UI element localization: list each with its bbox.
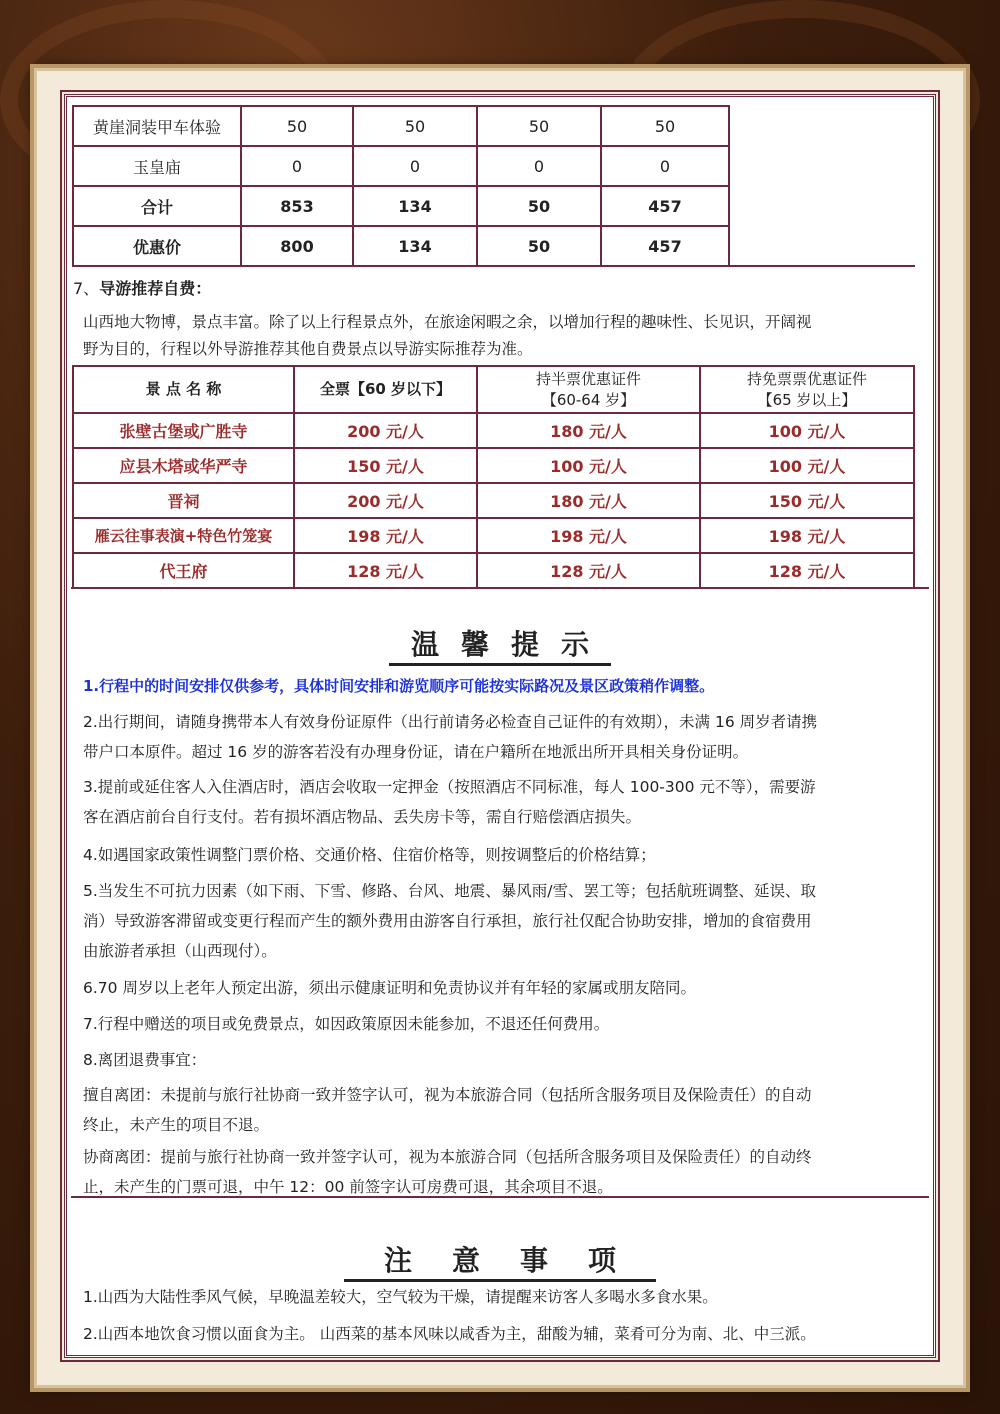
attraction-name-cell: 雁云往事表演+特色竹笼宴 xyxy=(73,518,294,553)
column-header xyxy=(700,366,914,413)
tip-item xyxy=(83,707,921,767)
price-cell: 0 xyxy=(601,146,729,186)
tip-item xyxy=(83,1080,921,1140)
table-row xyxy=(73,553,914,588)
price-cell: 200 元/人 xyxy=(294,483,477,518)
tip-line: 6.70 周岁以上老年人预定出游，须出示健康证明和免责协议并有年轻的家属或朋友陪同。 xyxy=(83,979,696,997)
table-row xyxy=(73,106,915,146)
tip-line: 1.行程中的时间安排仅供参考，具体时间安排和游览顺序可能按实际路况及景区政策稍作调整。 xyxy=(83,677,715,695)
header-label: 景 点 名 称 xyxy=(145,380,222,398)
price-cell: 0 xyxy=(241,146,353,186)
column-header xyxy=(294,366,477,413)
tip-item xyxy=(83,840,921,870)
tip-item xyxy=(83,876,921,966)
column-header xyxy=(73,366,294,413)
attraction-name-cell: 代王府 xyxy=(73,553,294,588)
price-cell: 50 xyxy=(601,106,729,146)
tip-item xyxy=(83,1009,921,1039)
divider xyxy=(71,1196,929,1198)
paragraph-line: 野为目的，行程以外导游推荐其他自费景点以导游实际推荐为准。 xyxy=(83,340,533,358)
tip-item xyxy=(83,671,921,701)
price-cell: 853 xyxy=(241,186,353,226)
table-row xyxy=(73,413,914,448)
price-cell: 198 元/人 xyxy=(477,518,700,553)
header-label: 持半票优惠证件 xyxy=(535,369,641,388)
price-cell: 50 xyxy=(353,106,477,146)
empty-cell xyxy=(729,106,915,266)
tip-line: 止，未产生的门票可退，中午 12：00 前签字认可房费可退，其余项目不退。 xyxy=(83,1178,613,1196)
column-header xyxy=(477,366,700,413)
optional-attractions-table xyxy=(72,365,915,589)
tip-line: 协商离团：提前与旅行社协商一致并签字认可，视为本旅游合同（包括所含服务项目及保险责任）的自动终 xyxy=(83,1148,812,1166)
document-page xyxy=(64,94,936,1358)
price-cell: 800 xyxy=(241,226,353,266)
tip-line: 4.如遇国家政策性调整门票价格、交通价格、住宿价格等，则按调整后的价格结算； xyxy=(83,846,656,864)
item-name-cell: 优惠价 xyxy=(73,226,241,266)
price-cell: 198 元/人 xyxy=(294,518,477,553)
table-row xyxy=(73,483,914,518)
table-header-row xyxy=(73,366,914,413)
price-cell: 150 元/人 xyxy=(700,483,914,518)
price-cell: 50 xyxy=(477,226,601,266)
price-cell: 200 元/人 xyxy=(294,413,477,448)
item-name-cell: 玉皇庙 xyxy=(73,146,241,186)
price-cell: 180 元/人 xyxy=(477,413,700,448)
price-cell: 457 xyxy=(601,186,729,226)
header-sublabel: 【60-64 岁】 xyxy=(541,390,636,409)
tip-line: 消）导致游客滞留或变更行程而产生的额外费用由游客自行承担，旅行社仅配合协助安排，增加的食宿费用 xyxy=(83,912,812,930)
tip-item xyxy=(83,973,921,1003)
tip-line: 客在酒店前台自行支付。若有损坏酒店物品、丢失房卡等，需自行赔偿酒店损失。 xyxy=(83,808,642,826)
price-cell: 134 xyxy=(353,186,477,226)
attraction-name-cell: 晋祠 xyxy=(73,483,294,518)
price-cell: 128 元/人 xyxy=(294,553,477,588)
price-cell: 134 xyxy=(353,226,477,266)
paragraph-line: 山西地大物博，景点丰富。除了以上行程景点外，在旅途闲暇之余，以增加行程的趣味性、长见识，开阔视 xyxy=(83,313,812,331)
header-sublabel: 【65 岁以上】 xyxy=(757,390,857,409)
price-cell: 150 元/人 xyxy=(294,448,477,483)
price-cell: 198 元/人 xyxy=(700,518,914,553)
price-cell: 457 xyxy=(601,226,729,266)
tip-item xyxy=(83,1142,921,1202)
tip-line: 2.出行期间，请随身携带本人有效身份证原件（出行前请务必检查自己证件的有效期），未满 16 周岁者请携 xyxy=(83,713,818,731)
tip-line: 7.行程中赠送的项目或免费景点，如因政策原因未能参加，不退还任何费用。 xyxy=(83,1015,610,1033)
tip-line: 由旅游者承担（山西现付）。 xyxy=(83,942,277,960)
tip-line: 擅自离团：未提前与旅行社协商一致并签字认可，视为本旅游合同（包括所含服务项目及保险责任）的自动 xyxy=(83,1086,812,1104)
price-cell: 100 元/人 xyxy=(700,413,914,448)
price-cell: 50 xyxy=(477,186,601,226)
divider xyxy=(71,587,929,589)
table-row xyxy=(73,518,914,553)
price-cell: 128 元/人 xyxy=(477,553,700,588)
price-cell: 50 xyxy=(241,106,353,146)
header-label: 持免票票优惠证件 xyxy=(746,369,867,388)
attraction-name-cell: 张壁古堡或广胜寺 xyxy=(73,413,294,448)
notes-title: 注意事项 xyxy=(67,1239,933,1279)
note-item: 2.山西本地饮食习惯以面食为主。 山西菜的基本风味以咸香为主，甜酸为辅，菜肴可分为南、北、中三派。 xyxy=(83,1325,816,1343)
section-title: 导游推荐自费： xyxy=(99,279,212,298)
tip-item xyxy=(83,1045,921,1075)
price-cell: 0 xyxy=(477,146,601,186)
tip-item xyxy=(83,772,921,832)
note-item: 1.山西为大陆性季风气候，早晚温差较大，空气较为干燥，请提醒来访客人多喝水多食水果。 xyxy=(83,1288,718,1306)
table-row xyxy=(73,448,914,483)
tips-title: 温馨提示 xyxy=(67,623,933,663)
item-name-cell: 合计 xyxy=(73,186,241,226)
tip-line: 带户口本原件。超过 16 岁的游客若没有办理身份证，请在户籍所在地派出所开具相关身份证明。 xyxy=(83,743,749,761)
item-name-cell: 黄崖洞装甲车体验 xyxy=(73,106,241,146)
tip-line: 5.当发生不可抗力因素（如下雨、下雪、修路、台风、地震、暴风雨/雪、罢工等；包括航班调整、延误、取 xyxy=(83,882,817,900)
tip-line: 终止，未产生的项目不退。 xyxy=(83,1116,270,1134)
price-cell: 0 xyxy=(353,146,477,186)
price-cell: 100 元/人 xyxy=(700,448,914,483)
attraction-name-cell: 应县木塔或华严寺 xyxy=(73,448,294,483)
tip-line: 3.提前或延住客人入住酒店时，酒店会收取一定押金（按照酒店不同标准，每人 100-300 元不等），需要游 xyxy=(83,778,816,796)
price-cell: 128 元/人 xyxy=(700,553,914,588)
header-label: 全票【60 岁以下】 xyxy=(319,380,452,398)
cost-table xyxy=(72,105,915,267)
price-cell: 100 元/人 xyxy=(477,448,700,483)
price-cell: 180 元/人 xyxy=(477,483,700,518)
section7-heading xyxy=(73,276,211,299)
tip-line: 8.离团退费事宜： xyxy=(83,1051,207,1069)
section-number: 7、 xyxy=(73,279,100,298)
section7-paragraph xyxy=(83,309,921,363)
price-cell: 50 xyxy=(477,106,601,146)
